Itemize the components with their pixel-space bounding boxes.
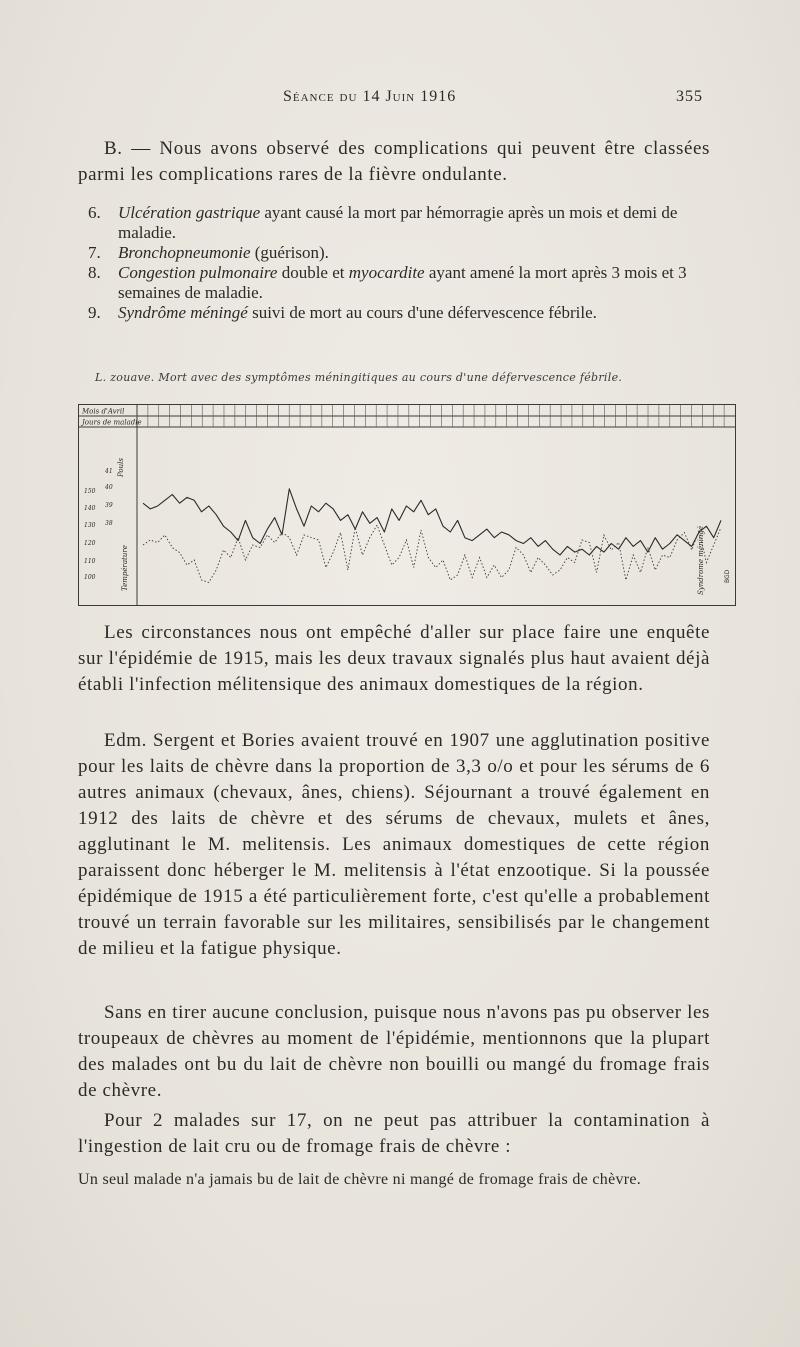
pulse-axis-label: 120 xyxy=(84,540,96,547)
row-label-days: Jours de maladie xyxy=(82,418,142,427)
complications-list xyxy=(88,203,710,323)
syndrome-annotation: Syndrome méningé xyxy=(697,526,705,595)
temperature-series-line xyxy=(143,489,721,555)
pulse-axis-label: 150 xyxy=(84,488,96,495)
item-term: Ulcération gastrique xyxy=(118,203,261,222)
temperature-axis-label: 39 xyxy=(105,502,113,509)
row-label-month: Mois d'Avril xyxy=(82,407,125,416)
item-term: Bronchopneumonie xyxy=(118,243,251,262)
list-item xyxy=(88,203,710,243)
item-term-2: myocardite xyxy=(348,263,425,282)
page-number: 355 xyxy=(676,88,703,105)
intro-text: B. — Nous avons observé des complications qui peuvent être classées parmi les complications rares de la fièvre ondulante. xyxy=(78,138,710,185)
pulse-axis-label: 130 xyxy=(84,522,96,529)
paragraph-text: Pour 2 malades sur 17, on ne peut pas attribuer la contamination à l'ingestion de lait cru ou de fromage frais de chèvre : xyxy=(78,1110,710,1157)
body-paragraph-4 xyxy=(78,1108,710,1160)
temperature-axis-label: 41 xyxy=(105,468,113,475)
note-small-text: Un seul malade n'a jamais bu de lait de chèvre ni mangé de fromage frais de chèvre. xyxy=(78,1171,642,1188)
corner-mark: BGD xyxy=(724,569,731,583)
item-text: suivi de mort au cours d'une défervescence fébrile. xyxy=(247,303,597,322)
pulse-axis-label: 100 xyxy=(84,574,96,581)
list-item xyxy=(88,243,710,263)
item-term: Congestion pulmonaire xyxy=(118,263,278,282)
temperature-axis-name: Température xyxy=(121,545,129,591)
temperature-chart xyxy=(78,404,736,606)
body-paragraph-1 xyxy=(78,620,710,698)
item-term: Syndrôme méningé xyxy=(118,303,248,322)
running-title: Séance du 14 Juin 1916 xyxy=(283,88,457,105)
temperature-axis-label: 38 xyxy=(105,520,113,527)
pulse-axis-label: 110 xyxy=(84,558,96,565)
paragraph-text: Les circonstances nous ont empêché d'aller sur place faire une enquête sur l'épidémie de 1915, mais les deux travaux signalés plus haut avaient déjà établi l'infection mélitensique des animaux domestiques de la région. xyxy=(78,622,710,695)
item-text: ayant causé la mort par hémorragie après un mois et demi de maladie. xyxy=(118,203,678,242)
chart-caption: L. zouave. Mort avec des symptômes méningitiques au cours d'une défervescence fébrile. xyxy=(95,371,623,384)
pulse-axis-label: 140 xyxy=(84,505,96,512)
item-number: 6. xyxy=(88,203,101,222)
list-item xyxy=(88,303,710,323)
body-paragraph-3 xyxy=(78,1000,710,1104)
running-header xyxy=(0,88,800,112)
pulse-series-line xyxy=(143,525,721,583)
list-item xyxy=(88,263,710,303)
item-number: 7. xyxy=(88,243,101,262)
item-number: 9. xyxy=(88,303,101,322)
chart-svg xyxy=(79,405,735,605)
item-text-2: ayant amené la mort après 3 mois et 3 semaines de maladie. xyxy=(118,263,687,302)
item-text: (guérison). xyxy=(250,243,329,262)
paragraph-text: Sans en tirer aucune conclusion, puisque nous n'avons pas pu observer les troupeaux de chèvres au moment de l'épidémie, mentionnons que la plupart des malades ont bu du lait de chèvre non bouilli ou mangé du fromage frais de chèvre. xyxy=(78,1002,710,1101)
item-text: double et xyxy=(277,263,349,282)
intro-paragraph xyxy=(78,136,710,188)
body-paragraph-2 xyxy=(78,728,710,962)
pulse-axis-name: Pouls xyxy=(117,458,125,477)
paragraph-text: Edm. Sergent et Bories avaient trouvé en 1907 une agglutination positive pour les laits de chèvre dans la proportion de 3,3 o/o et pour les sérums de 6 autres animaux (chevaux, ânes, chiens). Séjournant a trouvé également en 1912 des laits de chèvre et des sérums de chevaux, mulets et ânes, agglutinant le M. melitensis. Les animaux domestiques de cette région paraissent donc héberger le M. melitensis à l'état enzootique. Si la poussée épidémique de 1915 a été particulièrement forte, c'est qu'elle a probablement trouvé un terrain favorable sur les militaires, sensibilisés par le changement de milieu et la fatigue physique. xyxy=(78,730,710,959)
temperature-axis-label: 40 xyxy=(105,484,113,491)
item-number: 8. xyxy=(88,263,101,282)
